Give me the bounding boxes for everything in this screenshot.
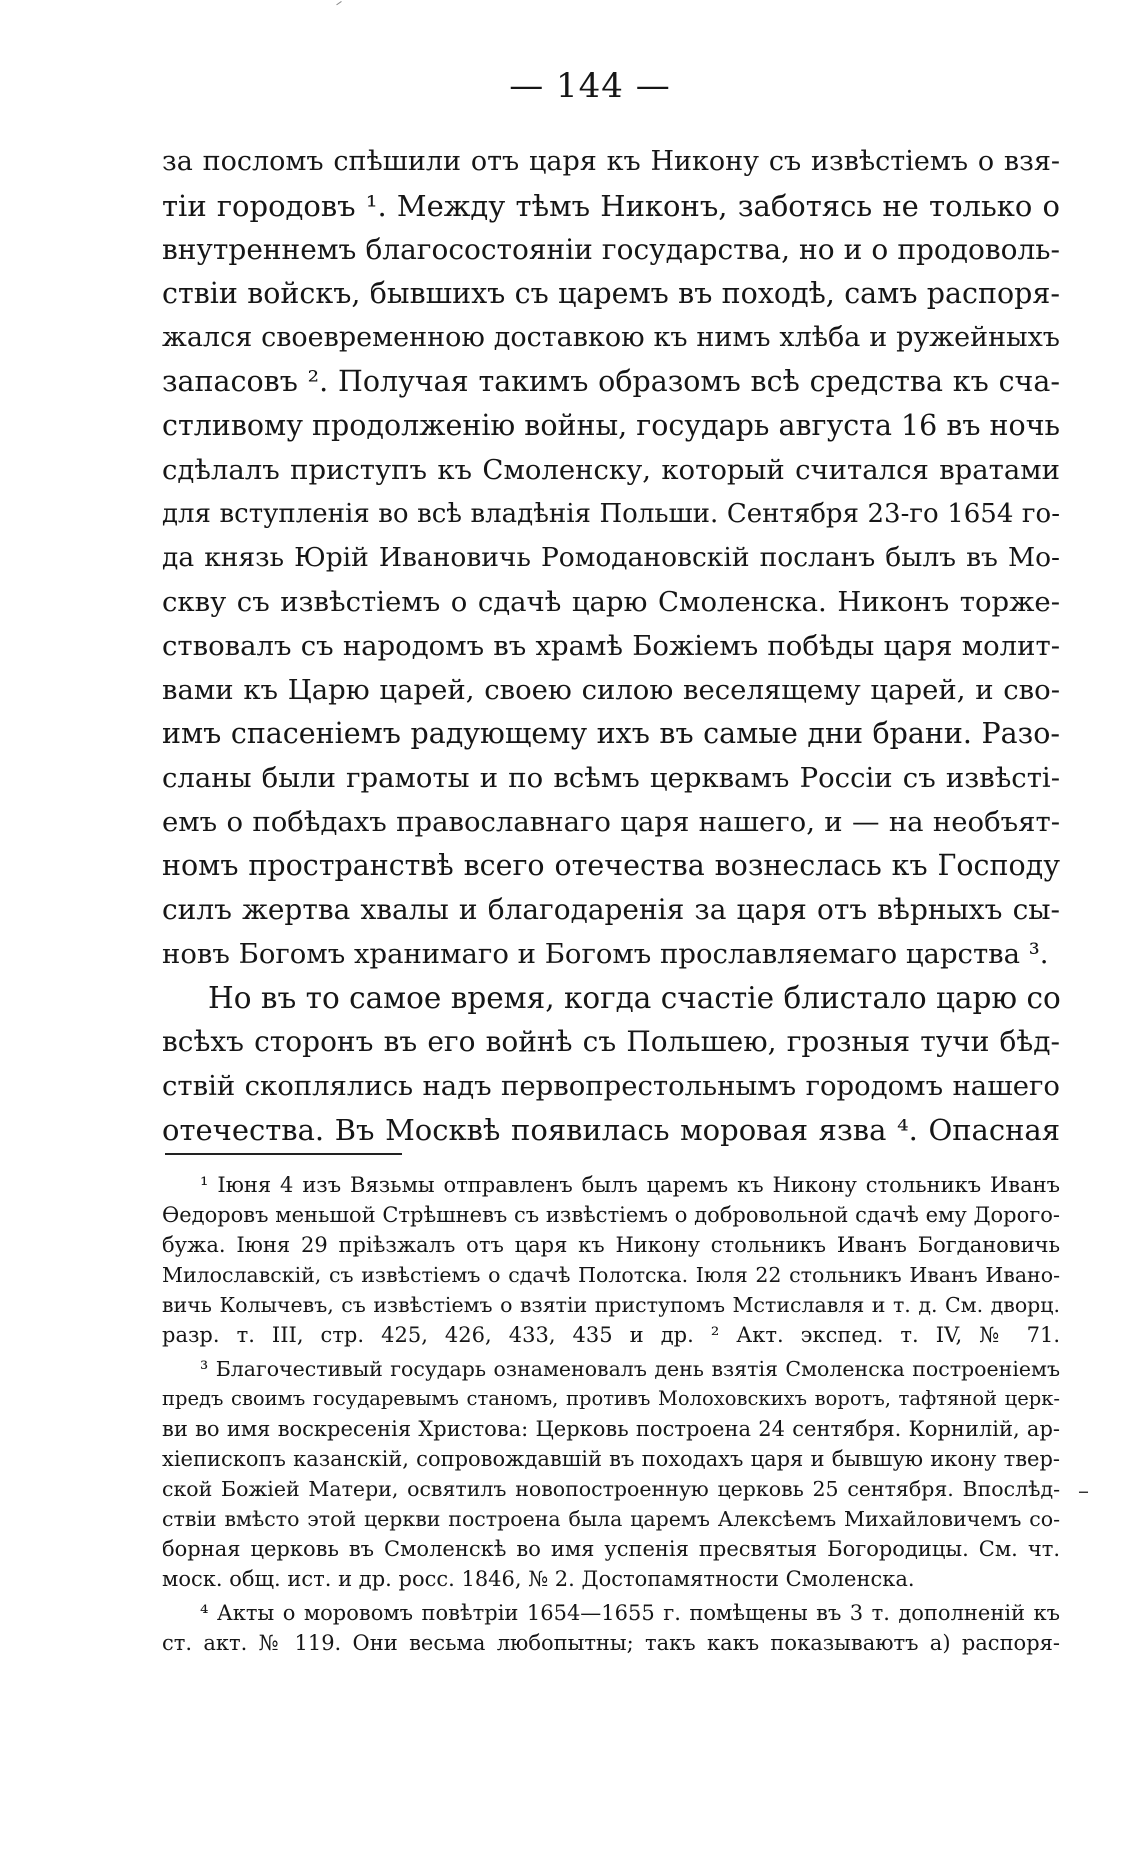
footnote-line: борная церковь въ Смоленскѣ во имя успенія пресвятыя Богородицы. См. чт. xyxy=(162,1537,1060,1561)
text-line: отечества. Въ Москвѣ появилась моровая язва ⁴. Опасная xyxy=(162,1113,1060,1147)
text-line: Но въ то самое время, когда счастіе блистало царю со xyxy=(208,981,1061,1015)
text-line: ствіи войскъ, бывшихъ съ царемъ въ походѣ, самъ распоря- xyxy=(162,277,1060,310)
text-line: за посломъ спѣшили отъ царя къ Никону съ извѣстіемъ о взя- xyxy=(162,146,1060,177)
text-line: вами къ Царю царей, своею силою веселящему царей, и сво- xyxy=(162,674,1060,706)
text-line: ствій скоплялись надъ первопрестольнымъ городомъ нашего xyxy=(162,1070,1060,1102)
text-line: емъ о побѣдахъ православнаго царя нашего, и — на необъят- xyxy=(162,806,1060,838)
footnote-line: ской Божіей Матери, освятилъ новопостроенную церковь 25 сентября. Впослѣд- xyxy=(162,1477,1060,1501)
footnote-line: Милославскій, съ извѣстіемъ о сдачѣ Полотска. Іюля 22 стольникъ Иванъ Ивано- xyxy=(162,1263,1060,1287)
footnote-line: моск. общ. ист. и др. росс. 1846, № 2. Достопамятности Смоленска. xyxy=(162,1567,915,1591)
footnote-separator xyxy=(165,1153,402,1155)
footnote-line: вичь Колычевъ, съ извѣстіемъ о взятіи приступомъ Мстиславля и т. д. См. дворц. xyxy=(162,1293,1060,1317)
footnote-line: предъ своимъ государевымъ станомъ, противъ Молоховскихъ воротъ, тафтяной церк- xyxy=(162,1387,1060,1410)
text-line: стливому продолженію войны, государь августа 16 въ ночь xyxy=(162,409,1061,442)
text-line: номъ пространствѣ всего отечества вознеслась къ Господу xyxy=(162,849,1060,882)
text-line: силъ жертва хвалы и благодаренія за царя отъ вѣрныхъ сы- xyxy=(162,893,1060,926)
text-line: для вступленія во всѣ владѣнія Польши. Сентября 23-го 1654 го- xyxy=(162,499,1060,529)
footnote-line: ³ Благочестивый государь ознаменовалъ день взятія Смоленска построеніемъ xyxy=(200,1357,1060,1381)
page-number: — 144 — xyxy=(509,66,671,106)
text-line: сдѣлалъ приступъ къ Смоленску, который считался вратами xyxy=(162,454,1060,486)
footnote-line: хіепископъ казанскій, сопровождавшій въ походахъ царя и бывшую икону твер- xyxy=(162,1447,1060,1471)
text-line: тіи городовъ ¹. Между тѣмъ Никонъ, заботясь не только о xyxy=(162,189,1060,223)
text-line: да князь Юрій Ивановичь Ромодановскій посланъ былъ въ Мо- xyxy=(162,542,1060,573)
margin-mark: – xyxy=(1078,1479,1089,1504)
ink-speck xyxy=(336,1,346,11)
footnote-line: ст. акт. № 119. Они весьма любопытны; такъ какъ показываютъ а) распоря- xyxy=(162,1631,1060,1655)
text-line: внутреннемъ благосостояніи государства, но и о продоволь- xyxy=(162,233,1060,266)
footnote-line: Ѳедоровъ меньшой Стрѣшневъ съ извѣстіемъ о добровольной сдачѣ ему Дорого- xyxy=(162,1203,1060,1227)
footnote-line: ствіи вмѣсто этой церкви построена была царемъ Алексѣемъ Михайловичемъ со- xyxy=(162,1507,1060,1531)
text-line: ствовалъ съ народомъ въ храмѣ Божіемъ побѣды царя молит- xyxy=(162,630,1060,662)
text-line: запасовъ ². Получая такимъ образомъ всѣ средства къ сча- xyxy=(162,365,1060,398)
text-line: сланы были грамоты и по всѣмъ церквамъ Россіи съ извѣсті- xyxy=(162,762,1060,794)
text-line: скву съ извѣстіемъ о сдачѣ царю Смоленска. Никонъ торже- xyxy=(162,586,1060,618)
text-line: жался своевременною доставкою къ нимъ хлѣба и ружейныхъ xyxy=(162,322,1060,353)
footnote-line: разр. т. III, стр. 425, 426, 433, 435 и др. ² Акт. экспед. т. IV, № 71. xyxy=(162,1323,1060,1347)
footnote-line: ви во имя воскресенія Христова: Церковь построена 24 сентября. Корнилій, ар- xyxy=(162,1417,1060,1441)
text-line: всѣхъ сторонъ въ его войнѣ съ Польшею, грозныя тучи бѣд- xyxy=(162,1025,1060,1058)
text-line: имъ спасеніемъ радующему ихъ въ самые дни брани. Разо- xyxy=(162,717,1060,750)
footnote-line: ⁴ Акты о моровомъ повѣтріи 1654—1655 г. помѣщены въ 3 т. дополненій къ xyxy=(200,1601,1060,1625)
footnote-line: ¹ Іюня 4 изъ Вязьмы отправленъ былъ царемъ къ Никону стольникъ Иванъ xyxy=(200,1173,1060,1197)
text-line: новъ Богомъ хранимаго и Богомъ прославляемаго царства ³. xyxy=(162,938,1049,970)
footnote-line: бужа. Іюня 29 пріѣзжалъ отъ царя къ Никону стольникъ Иванъ Богдановичь xyxy=(162,1233,1060,1257)
